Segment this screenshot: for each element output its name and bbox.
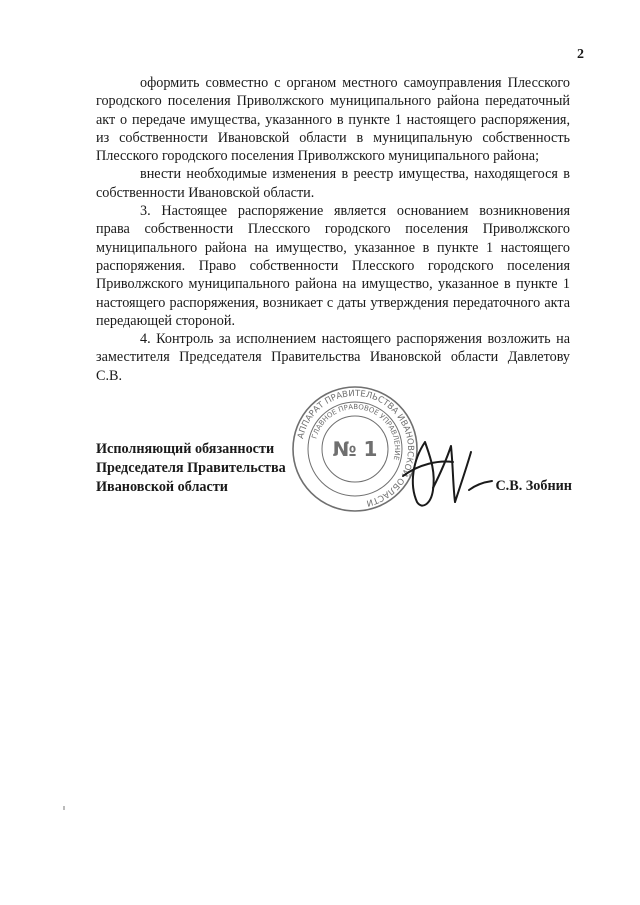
position-line-3: Ивановской области (96, 479, 228, 495)
scan-artifact (63, 806, 65, 810)
handwritten-signature (395, 432, 495, 512)
document-body (96, 74, 570, 385)
signatory-name: С.В. Зобнин (495, 478, 572, 494)
paragraph-draft-act: оформить совместно с органом местного самоуправления Плесского городского поселения Приволжского муниципального района передаточный акт о передаче имущества, указанного в пункте 1 настоящего распоряжения, из собственности Ивановской области в муниципальную собственность Плесского городского поселения Приволжского муниципального района; (96, 75, 570, 165)
seal-inner-text: ГЛАВНОЕ ПРАВОВОЕ УПРАВЛЕНИЕ (310, 402, 402, 461)
seal-outer-text: АППАРАТ ПРАВИТЕЛЬСТВА ИВАНОВСКОЙ ОБЛАСТИ (296, 388, 416, 508)
signature-position (96, 440, 286, 497)
paragraph-4-control: 4. Контроль за исполнением настоящего распоряжения возложить на заместителя Председателя Правительства Ивановской области Давлетову С.В. (96, 331, 570, 384)
paragraph-3-ownership: 3. Настоящее распоряжение является основанием возникновения права собственности Плесского городского поселения Приволжского муниципального района на имущество, указанное в пункте 1 настоящего распоряжения. Право собственности Плесского городского поселения Приволжского муниципального района на имущество, указанное в пункте 1 настоящего распоряжения, возникает с даты утверждения передаточного акта передающей стороной. (96, 203, 570, 329)
position-line-1: Исполняющий обязанности (96, 441, 275, 457)
page-number: 2 (577, 47, 584, 62)
position-line-2: Председателя Правительства (96, 460, 286, 476)
paragraph-registry-changes: внести необходимые изменения в реестр имущества, находящегося в собственности Ивановской области. (96, 166, 570, 201)
seal-number: № 1 (332, 437, 378, 461)
